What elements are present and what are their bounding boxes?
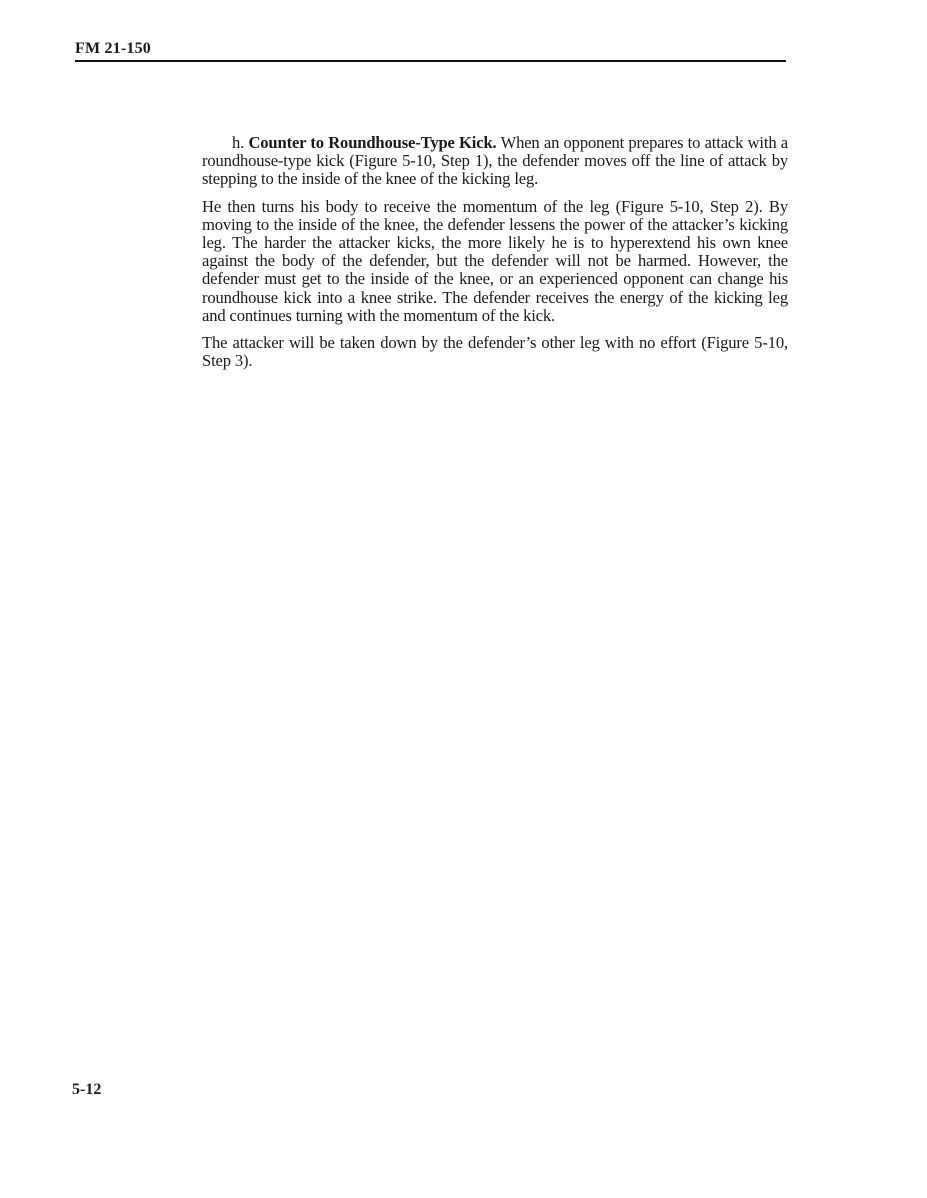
paragraph-3: The attacker will be taken down by the defender’s other leg with no effort (Figure 5-10, Step 3).	[202, 333, 788, 371]
section-content	[202, 134, 788, 379]
paragraph-1	[202, 134, 788, 189]
paragraph-2: He then turns his body to receive the momentum of the leg (Figure 5-10, Step 2). By moving to the inside of the knee, the defender lessens the power of the attacker’s kicking leg. The harder the attacker kicks, the more likely he is to hyperextend his own knee against the body of the defender, but the defender will not be harmed. However, the defender must get to the inside of the knee, or an experienced opponent can change his roundhouse kick into a knee strike. The defender receives the energy of the kicking leg and continues turning with the momentum of the kick.	[202, 196, 788, 325]
page-number: 5-12	[72, 1081, 102, 1098]
manual-title: FM 21-150	[75, 40, 152, 57]
paragraph-1-text: When an opponent prepares to attack with a roundhouse-type kick (Figure 5-10, Step 1), the defender moves off the line of attack by stepping to the inside of the knee of the kicking leg.	[202, 133, 788, 189]
section-heading: Counter to Roundhouse-Type Kick.	[248, 133, 497, 152]
section-marker: h.	[232, 133, 245, 152]
page-header	[75, 40, 786, 62]
header-rule	[75, 60, 786, 62]
